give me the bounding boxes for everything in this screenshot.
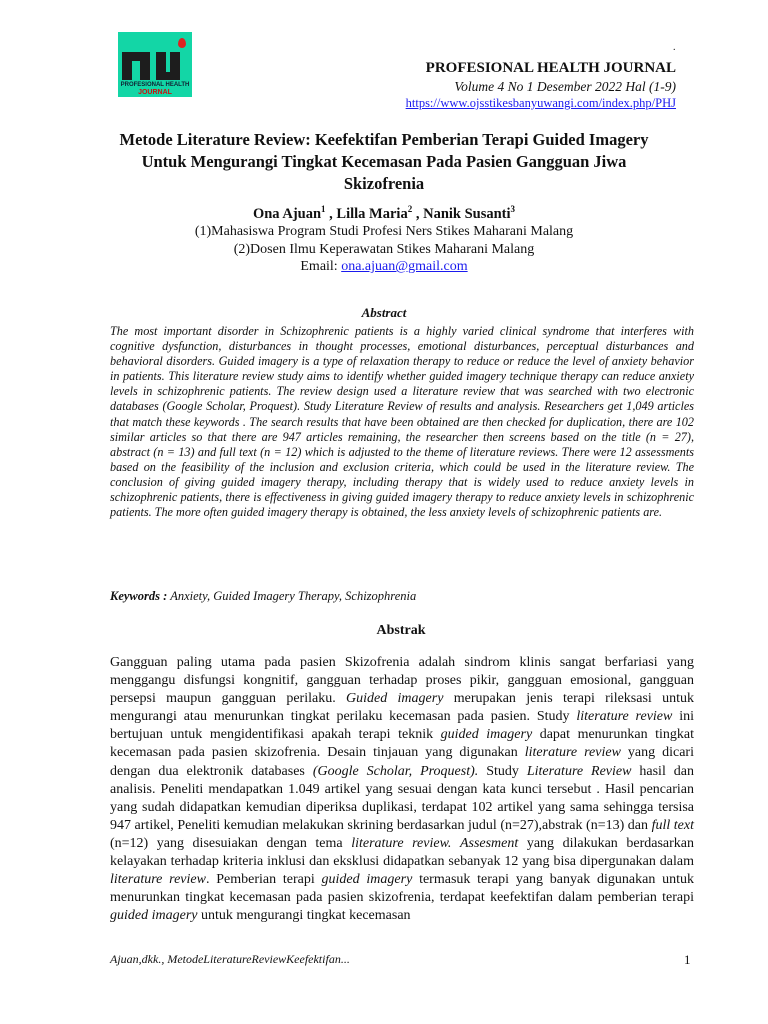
abstrak-part: termasuk terapi yang banyak digunakan untuk menurunkan tingkat kecemasan pada pasien skizofrenia, terdapat keefektifan dalam pemberian terapi	[110, 872, 694, 906]
affiliation-2: (2)Dosen Ilmu Keperawatan Stikes Maharani Malang	[233, 242, 535, 257]
author-3-sup: 3	[510, 204, 516, 214]
abstrak-part: Study	[478, 763, 527, 779]
abstrak-part-italic: literature review	[110, 872, 206, 888]
abstrak-text	[110, 654, 694, 925]
page-number: 1	[684, 952, 691, 967]
footer-citation: Ajuan,dkk., MetodeLiteratureReviewKeefektifan...	[110, 952, 350, 966]
abstrak-part: dapat menurunkan tingkat kecemasan pada pasien skizofrenia. Desain tinjauan yang digunakan	[110, 727, 694, 761]
email-line	[100, 259, 668, 275]
author-sep-1: ,	[325, 205, 337, 222]
journal-name: PROFESIONAL HEALTH JOURNAL	[425, 60, 676, 76]
abstrak-part-italic: Guided imagery	[346, 691, 444, 707]
logo-text-line1: PROFESIONAL HEALTH	[120, 82, 190, 88]
abstrak-part-italic: guided imagery	[110, 908, 198, 924]
abstrak-part: merupakan jenis terapi rileksasi untuk mengurangi atau menurunkan tingkat perilaku kecemasan pada pasien. Study	[110, 691, 695, 725]
header-dot: .	[673, 42, 676, 53]
abstrak-part: untuk mengurangi tingkat kecemasan	[197, 908, 411, 924]
journal-url-link[interactable]: https://www.ojsstikesbanyuwangi.com/index.php/PHJ	[405, 96, 676, 110]
title-line-3: Skizofrenia	[343, 174, 425, 193]
title-line-1: Metode Literature Review: Keefektifan Pemberian Terapi Guided Imagery	[119, 130, 649, 149]
abstrak-part-italic: (Google Scholar, Proquest).	[312, 763, 479, 779]
author-1: Ona Ajuan	[252, 205, 322, 222]
author-3: Nanik Susanti	[423, 205, 511, 222]
paper-title	[100, 129, 668, 195]
abstrak-part-italic: Assesment	[459, 835, 519, 851]
author-2-sup: 2	[407, 204, 413, 214]
affiliation-1: (1)Mahasiswa Program Studi Profesi Ners Stikes Maharani Malang	[194, 224, 574, 239]
abstrak-part: yang dicari dengan dua elektronik databases	[110, 745, 694, 779]
abstract-heading: Abstract	[361, 305, 407, 320]
keywords-label: Keywords :	[110, 589, 168, 603]
keywords-list: Anxiety, Guided Imagery Therapy, Schizophrenia	[167, 589, 417, 603]
abstrak-part: yang dilakukan berdasarkan kelayakan terhadap kriteria inklusi dan eksklusi didapatkan sebanyak 12 yang bisa dipergunakan dalam	[110, 835, 694, 870]
abstrak-part-italic: full text	[651, 817, 694, 833]
abstrak-part-italic: literature review.	[351, 835, 452, 851]
abstrak-part-italic: literature review	[576, 709, 673, 725]
author-list	[100, 204, 668, 223]
abstrak-part: Gangguan paling utama pada pasien Skizofrenia adalah sindrom klinis sangat berfariasi yang menggangu disfungsi kongnitif, gangguan terhadap proses pikir, gangguan emosional, gangguan persepsi maupun gangguan perilaku.	[110, 655, 694, 707]
abstrak-part-italic: literature review	[524, 745, 621, 761]
abstrak-part-italic: guided imagery	[321, 872, 413, 888]
email-link[interactable]: ona.ajuan@gmail.com	[341, 259, 468, 274]
title-line-2: Untuk Mengurangi Tingkat Kecemasan Pada Pasien Gangguan Jiwa	[141, 152, 627, 171]
logo-text-line2: JOURNAL	[138, 89, 172, 96]
author-1-sup: 1	[321, 204, 326, 214]
abstrak-part: ini bertujuan untuk mengidentifikasi apakah terapi teknik	[110, 709, 694, 743]
abstrak-part	[451, 836, 460, 851]
abstrak-part-italic: guided imagery	[440, 727, 533, 743]
journal-logo	[118, 32, 192, 97]
abstrak-part: (n=12) yang disesuiakan dengan tema	[110, 835, 352, 851]
journal-volume: Volume 4 No 1 Desember 2022 Hal (1-9)	[454, 79, 676, 94]
abstrak-part: . Pemberian terapi	[205, 872, 322, 888]
abstrak-part: hasil dan analisis. Peneliti mendapatkan 1.049 artikel yang sesuai dengan kata kunci tersebut . Hasil pencarian yang sudah didapatkan kemudian diperiksa duplikasi, terdapat 102 artikel yang sama sehingga tersisa 947 artikel, Peneliti kemudian melakukan skrining berdasarkan judul (n=27),abstrak (n=13) dan	[110, 763, 694, 833]
author-2: Lilla Maria	[336, 205, 408, 222]
drop-icon	[178, 38, 186, 48]
keywords-line	[110, 589, 416, 604]
abstrak-heading: Abstrak	[376, 623, 426, 638]
email-label: Email:	[300, 259, 342, 274]
abstrak-part-italic: Literature Review	[526, 763, 632, 779]
author-sep-2: ,	[412, 205, 424, 222]
abstract-text: The most important disorder in Schizophrenic patients is a highly varied clinical syndrome that interferes with cognitive dysfunction, disturbances in thought processes, emotional disturbances, perceptual disturbances and behavioral disorders. Guided imagery is a type of relaxation therapy to reduce or reduce the level of anxiety behavior in patients. This literature review study aims to identify whether guided imagery technique therapy can reduce anxiety levels in schizophrenic patients. The review design used a literature review that was searched with two electronic databases (Google Scholar, Proquest). Study Literature Review of results and analysis. Researchers get 1,049 articles that match these keywords . The search results that have been obtained are then checked for duplication, there are 102 similar articles so that there are 947 articles remaining, the researcher then screens based on the title (n = 27), abstract (n = 13) and full text (n = 12) which is adjusted to the theme of literature reviews. There were 12 assessments based on the feasibility of the inclusion and exclusion criteria, which could be used in the literature review. The conclusion of giving guided imagery therapy, including therapy that is widely used to reduce anxiety levels in schizophrenic patients, there is effectiveness in giving guided imagery therapy to reduce anxiety levels in schizophrenic patients. The more often guided imagery therapy is obtained, the less anxiety levels of schizophrenic patients are.	[110, 324, 694, 520]
